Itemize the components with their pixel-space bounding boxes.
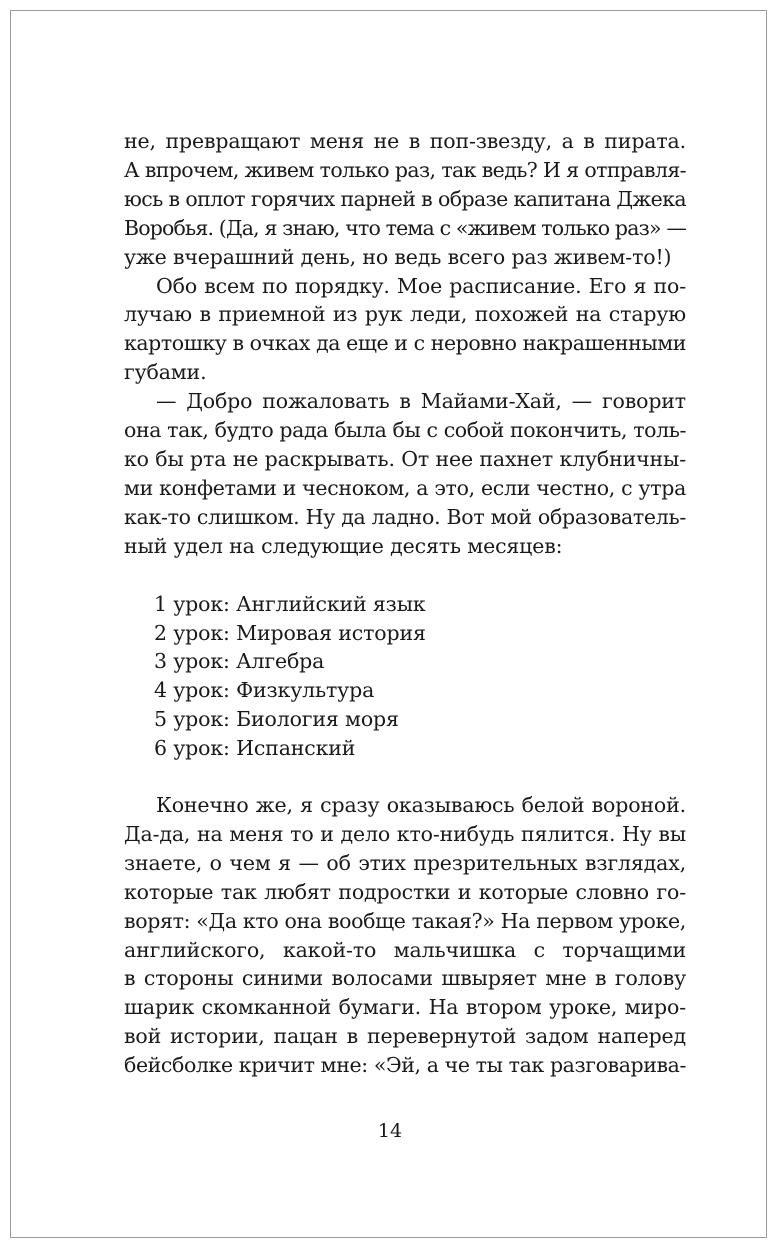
paragraph-4 xyxy=(124,791,686,1080)
schedule-list xyxy=(124,590,686,763)
text-line: ми конфетами и чесноком, а это, если честно, с утра xyxy=(124,475,686,500)
schedule-item: 1 урок: Английский язык xyxy=(154,591,426,616)
text-line: А впрочем, живем только раз, так ведь? И я отправля- xyxy=(124,157,686,182)
text-line: Обо всем по порядку. Мое расписание. Его я по- xyxy=(156,273,686,298)
text-line: она так, будто рада была бы с собой покончить, толь- xyxy=(124,418,686,443)
schedule-item: 3 урок: Алгебра xyxy=(154,649,325,674)
text-line: ворят: «Да кто она вообще такая?» На первом уроке, xyxy=(124,908,686,933)
paragraph-2 xyxy=(124,272,686,388)
schedule-item: 5 урок: Биология моря xyxy=(154,707,399,732)
text-line: Конечно же, я сразу оказываюсь белой вороной. xyxy=(156,793,686,818)
text-line: ный удел на следующие десять месяцев: xyxy=(124,533,563,558)
schedule-item: 6 урок: Испанский xyxy=(154,736,356,761)
text-line: бейсболке кричит мне: «Эй, а че ты так разговарива- xyxy=(124,1053,686,1078)
text-line: уже вчерашний день, но ведь всего раз живем-то!) xyxy=(124,244,672,269)
text-line: шарик скомканной бумаги. На втором уроке, миро- xyxy=(124,995,686,1020)
text-line: Да-да, на меня то и дело кто-нибудь пялится. Ну вы xyxy=(124,821,686,846)
schedule-item: 2 урок: Мировая история xyxy=(154,620,426,645)
page-number: 14 xyxy=(377,1120,403,1142)
text-line: ко бы рта не раскрывать. От нее пахнет клубничны- xyxy=(124,446,686,471)
text-line: — Добро пожаловать в Майами-Хай, — говорит xyxy=(156,389,686,414)
text-line: английского, какой-то мальчишка с торчащими xyxy=(124,937,686,962)
text-line: вой истории, пацан в перевернутой задом наперед xyxy=(124,1024,686,1049)
schedule-item: 4 урок: Физкультура xyxy=(154,678,375,703)
text-line: Воробья. (Да, я знаю, что тема с «живем только раз» — xyxy=(124,215,686,240)
paragraph-1 xyxy=(124,127,686,272)
body-text xyxy=(124,127,686,1080)
text-line: знаете, о чем я — об этих презрительных взглядах, xyxy=(124,850,686,875)
text-line: не, превращают меня не в поп-звезду, а в пирата. xyxy=(124,129,686,153)
text-line: юсь в оплот горячих парней в образе капитана Джека xyxy=(124,186,686,211)
text-line: как-то слишком. Ну да ладно. Вот мой образователь- xyxy=(124,504,686,529)
text-line: лучаю в приемной из рук леди, похожей на старую xyxy=(124,302,686,327)
text-line: в стороны синими волосами швыряет мне в голову xyxy=(124,966,686,991)
text-line: картошку в очках да еще и с неровно накрашенными xyxy=(124,331,686,356)
text-line: губами. xyxy=(124,360,207,385)
text-line: которые так любят подростки и которые словно го- xyxy=(124,879,686,904)
paragraph-3 xyxy=(124,387,686,560)
